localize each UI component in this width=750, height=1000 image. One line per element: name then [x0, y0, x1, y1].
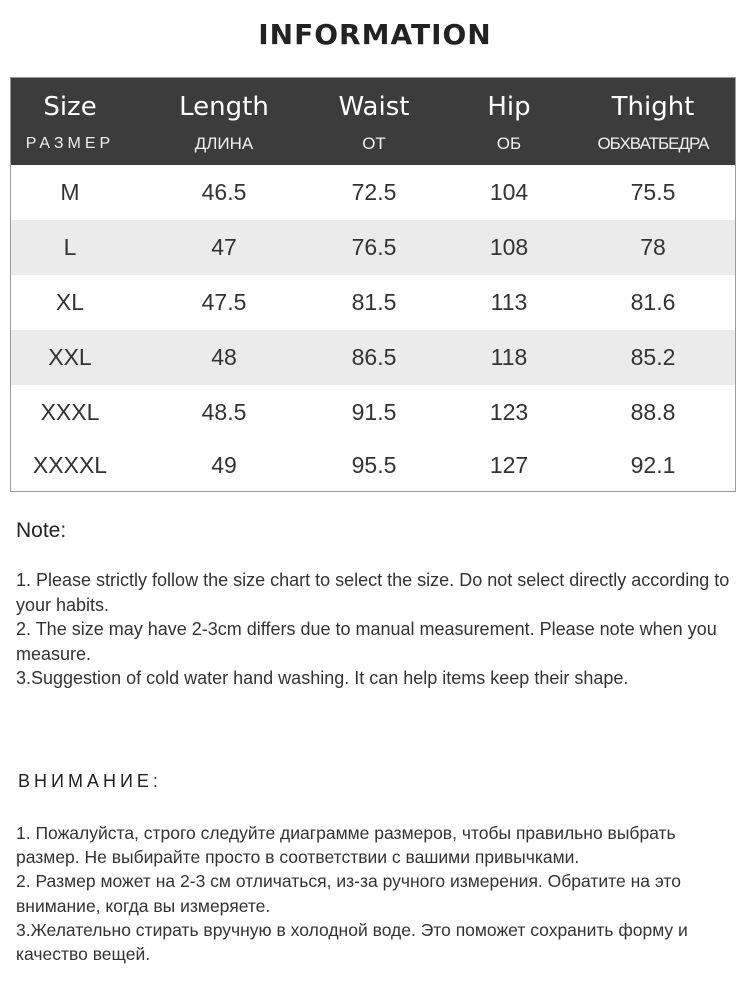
note-title: Note:: [16, 519, 67, 542]
header-thigh-ru: ОБХВАТБЕДРА: [597, 134, 709, 153]
size-chart-table: [10, 77, 736, 492]
waist-cell: 81.5: [351, 289, 397, 315]
header-waist-ru: ОТ: [362, 134, 386, 153]
thigh-cell: 78: [640, 234, 666, 260]
note-ru-item: 1. Пожалуйста, строго следуйте диаграмме размеров, чтобы правильно выбрать размер. Не выбирайте просто в соответствии с вашими привычками.: [16, 823, 676, 868]
thigh-cell: 92.1: [630, 452, 676, 478]
note-ru-item: 2. Размер может на 2-3 см отличаться, из-за ручного измерения. Обратите на это внимание, когда вы измеряете.: [16, 871, 681, 916]
header-size-en: Size: [43, 92, 97, 122]
size-cell: XXL: [48, 344, 92, 370]
thigh-cell: 75.5: [630, 179, 676, 205]
table-header: [11, 78, 735, 165]
table-row: [11, 438, 735, 493]
note-list: [16, 568, 732, 691]
hip-cell: 118: [490, 344, 528, 370]
note-ru-title: ВНИМАНИЕ:: [18, 771, 162, 791]
table-row: [11, 165, 735, 220]
waist-cell: 95.5: [351, 452, 397, 478]
waist-cell: 86.5: [351, 344, 397, 370]
header-length-ru: ДЛИНА: [194, 134, 254, 153]
page-title: INFORMATION: [258, 18, 492, 51]
length-cell: 48.5: [201, 399, 247, 425]
header-size-ru: РАЗМЕР: [25, 135, 115, 152]
header-waist: [299, 78, 449, 165]
header-thigh: [579, 78, 727, 165]
header-length: [149, 78, 299, 165]
table-row: [11, 330, 735, 385]
waist-cell: 72.5: [351, 179, 397, 205]
header-hip-en: Hip: [487, 92, 531, 122]
header-thigh-en: Thight: [611, 92, 695, 122]
header-size: [11, 78, 129, 165]
header-hip-ru: ОБ: [496, 134, 522, 153]
thigh-cell: 85.2: [630, 344, 676, 370]
note-item: 1. Please strictly follow the size chart to select the size. Do not select directly according to your habits.: [16, 570, 730, 615]
size-cell: XXXXL: [32, 452, 108, 478]
length-cell: 48: [211, 344, 237, 370]
hip-cell: 113: [490, 289, 528, 315]
length-cell: 47.5: [201, 289, 247, 315]
note-ru-list: [16, 821, 736, 966]
waist-cell: 91.5: [351, 399, 397, 425]
thigh-cell: 88.8: [630, 399, 676, 425]
thigh-cell: 81.6: [630, 289, 676, 315]
waist-cell: 76.5: [351, 234, 397, 260]
header-waist-en: Waist: [338, 92, 410, 122]
table-row: [11, 275, 735, 330]
note-ru-item: 3.Желательно стирать вручную в холодной воде. Это поможет сохранить форму и качество вещей.: [16, 919, 688, 965]
size-cell: L: [63, 234, 77, 260]
size-cell: M: [60, 179, 80, 205]
note-item: 2. The size may have 2-3cm differs due to manual measurement. Please note when you measure.: [16, 619, 717, 664]
table-row: [11, 385, 735, 440]
hip-cell: 104: [489, 179, 529, 205]
table-row: [11, 220, 735, 275]
note-item: 3.Suggestion of cold water hand washing. It can help items keep their shape.: [16, 668, 629, 688]
header-hip: [449, 78, 569, 165]
length-cell: 47: [211, 234, 237, 260]
length-cell: 49: [211, 452, 237, 478]
length-cell: 46.5: [201, 179, 247, 205]
hip-cell: 108: [489, 234, 529, 260]
hip-cell: 123: [489, 399, 529, 425]
size-cell: XL: [55, 289, 85, 315]
header-length-en: Length: [179, 92, 269, 122]
hip-cell: 127: [489, 452, 529, 478]
size-cell: XXXL: [40, 399, 100, 425]
